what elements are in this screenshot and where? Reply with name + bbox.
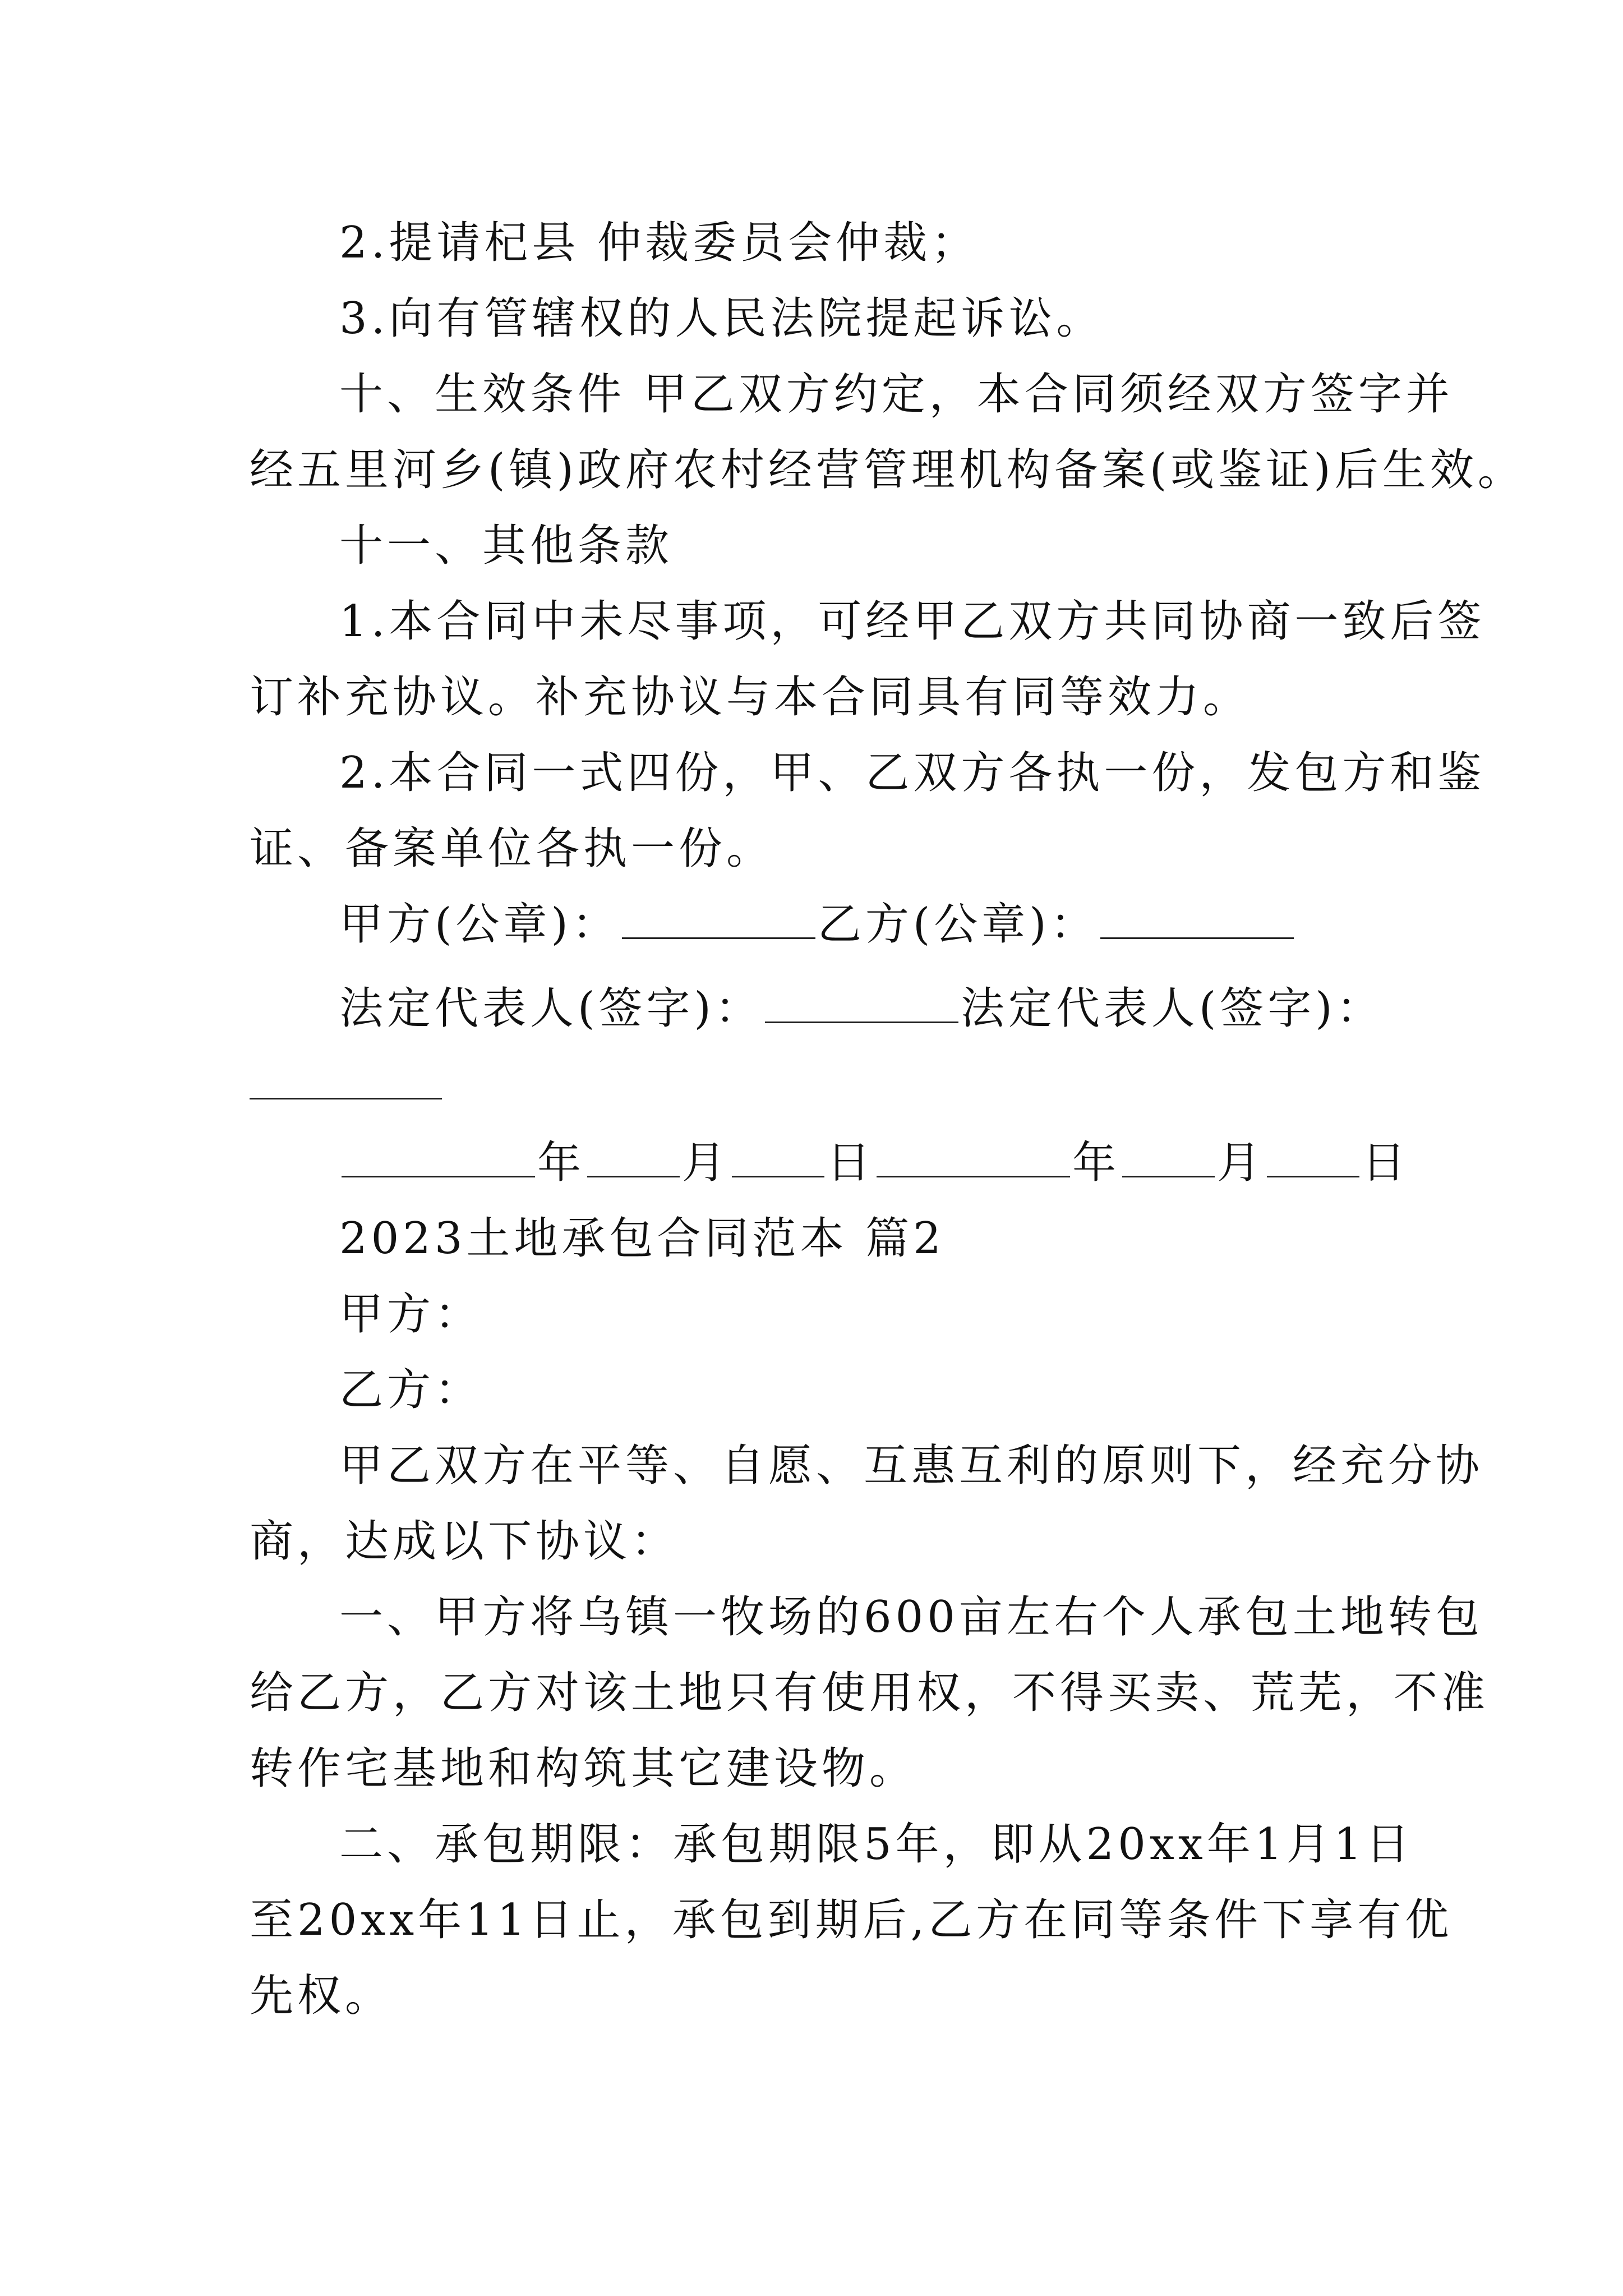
month-a-blank[interactable] [587, 1137, 680, 1177]
day-b-blank[interactable] [1267, 1137, 1359, 1177]
party-b-label: 乙方： [339, 1365, 483, 1415]
text-line: 3.向有管辖权的人民法院提起诉讼。 [339, 293, 1104, 344]
text-line: 订补充协议。补充协议与本合同具有同等效力。 [250, 672, 1251, 723]
body-line: 至20xx年11日止，承包到期后,乙方在同等条件下享有优 [250, 1895, 1453, 1945]
body-line: 二、承包期限：承包期限5年，即从20xx年1月1日 [339, 1819, 1414, 1870]
text-line: 十一、其他条款 [339, 521, 674, 571]
day-a-label: 日 [827, 1138, 875, 1188]
signature-seal-line [339, 894, 1296, 955]
text-line: 证、备案单位各执一份。 [250, 823, 774, 874]
date-line [339, 1132, 1409, 1194]
month-b-label: 月 [1217, 1138, 1265, 1188]
text-line: 经五里河乡(镇)政府农村经营管理机构备案(或鉴证)后生效。 [250, 445, 1525, 495]
party-a-seal-blank[interactable] [622, 898, 815, 939]
rep-a-blank[interactable] [765, 982, 958, 1023]
text-line: 2.提请杞县 仲裁委员会仲裁； [339, 218, 979, 268]
party-b-seal-label: 乙方(公章)： [817, 899, 1098, 950]
year-a-blank[interactable] [342, 1137, 535, 1177]
section-title: 2023土地承包合同范本 篇2 [339, 1213, 945, 1264]
rep-b-label: 法定代表人(签字)： [960, 983, 1384, 1034]
year-b-blank[interactable] [877, 1137, 1070, 1177]
party-a-label: 甲方： [339, 1289, 483, 1340]
body-line: 一、甲方将乌镇一牧场的600亩左右个人承包土地转包 [339, 1592, 1483, 1642]
rep-b-blank[interactable] [250, 1098, 442, 1099]
text-line: 十、生效条件 甲乙双方约定，本合同须经双方签字并 [339, 369, 1454, 420]
year-b-label: 年 [1072, 1138, 1121, 1188]
body-line: 甲乙双方在平等、自愿、互惠互利的原则下，经充分协 [339, 1441, 1484, 1491]
text-line: 1.本合同中未尽事项，可经甲乙双方共同协商一致后签 [339, 596, 1486, 647]
body-line: 先权。 [250, 1971, 393, 2021]
day-b-label: 日 [1362, 1138, 1410, 1188]
representative-line [339, 978, 1384, 1039]
month-a-label: 月 [682, 1138, 730, 1188]
year-a-label: 年 [537, 1138, 585, 1188]
body-line: 转作宅基地和构筑其它建设物。 [250, 1743, 917, 1794]
month-b-blank[interactable] [1122, 1137, 1215, 1177]
body-line: 商，达成以下协议： [250, 1516, 679, 1567]
day-a-blank[interactable] [732, 1137, 824, 1177]
body-line: 给乙方，乙方对该土地只有使用权，不得买卖、荒芜，不准 [250, 1668, 1490, 1718]
text-line: 2.本合同一式四份，甲、乙双方各执一份，发包方和鉴 [339, 748, 1486, 798]
party-b-seal-blank[interactable] [1100, 898, 1294, 939]
party-a-seal-label: 甲方(公章)： [339, 899, 620, 950]
rep-a-label: 法定代表人(签字)： [339, 983, 763, 1034]
